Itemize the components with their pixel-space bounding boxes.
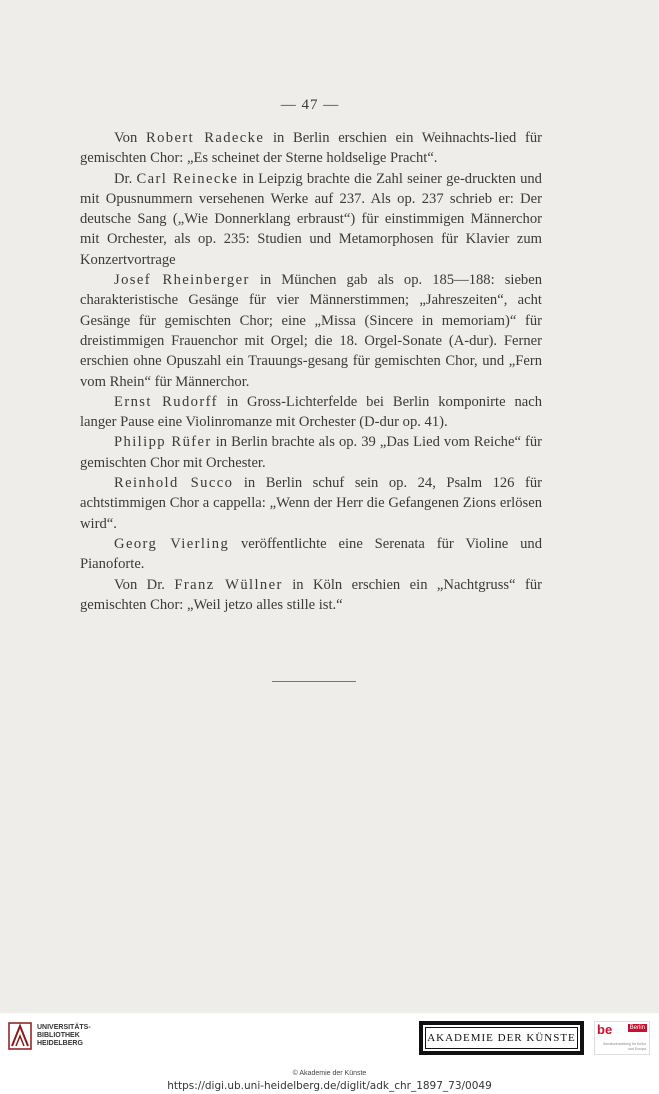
adk-label: AKADEMIE DER KÜNSTE (423, 1025, 580, 1051)
ub-line: HEIDELBERG (37, 1040, 83, 1047)
permalink-url[interactable]: https://digi.ub.uni-heidelberg.de/diglit/adk_chr_1897_73/0049 (167, 1080, 492, 1092)
text-run: in Berlin schuf sein op. 24, Psalm 126 für achtstimmigen Chor a cappella: „Wenn der Herr die Gefangenen Zions erlösen wird“. (80, 475, 542, 532)
copyright-notice: © Akademie der Künste (292, 1070, 367, 1077)
text-run: Dr. (114, 170, 137, 187)
body-text (80, 128, 542, 615)
text-run: in Berlin erschien ein Weihnachts-lied für gemischten Chor: „Es scheinet der Sterne holdselige Pracht“. (80, 130, 542, 167)
paragraph (80, 534, 542, 575)
composer-name: Josef Rheinberger (114, 272, 250, 289)
text-run: in München gab als op. 185—188: sieben charakteristische Gesänge für vier Männerstimmen; „Jahreszeiten“, acht Gesänge für gemischten Chor; eine „Missa (Sincere in memoriam)“ für dreistimmigen Frauenchor mit Orgel; die 18. Orgel-Sonate (A-dur). Ferner erschien ohne Opuszahl ein Trauungs-gesang für gemischten Chor, und „Fern vom Rhein“ für Männerchor. (80, 272, 543, 390)
text-run: Von (114, 130, 146, 146)
university-library-name[interactable] (37, 1024, 91, 1048)
university-library-logo-icon[interactable] (8, 1022, 32, 1050)
paragraph (80, 128, 542, 169)
composer-name: Carl Reinecke (136, 170, 239, 187)
text-run: in Gross-Lichterfelde bei Berlin komponirte nach langer Pause eine Violinromanze mit Orchester (D-dur op. 41). (80, 393, 542, 431)
end-rule (272, 681, 356, 682)
berlin-sub-text: Senatsverwaltung für Kultur und Europa (603, 1042, 646, 1051)
text-run: in Köln erschien ein „Nachtgruss“ für gemischten Chor: „Weil jetzo alles stille ist.“ (80, 576, 542, 613)
composer-name: Georg Vierling (114, 535, 230, 552)
text-run: in Leipzig brachte die Zahl seiner ge-druckten und mit Opusnummern versehenen Werke auf 237. Als op. 237 schrieb er: Der deutsche Sang („Wie Donnerklang erbraust“) für einstimmigen Männerchor mit Orchester, als op. 235: Studien und Metamorphosen für Klavier zum Konzertvortrage (80, 170, 542, 268)
composer-name: Philipp Rüfer (114, 434, 212, 451)
text-run: in Berlin brachte als op. 39 „Das Lied vom Reiche“ für gemischten Chor mit Orchester. (80, 434, 543, 471)
paragraph (80, 270, 542, 392)
paragraph (80, 392, 542, 433)
composer-name: Ernst Rudorff (114, 393, 218, 410)
ub-line: UNIVERSITÄTS- (37, 1024, 91, 1031)
akademie-der-kuenste-logo[interactable] (419, 1021, 584, 1055)
paragraph (80, 575, 542, 616)
composer-name: Reinhold Succo (114, 475, 234, 492)
berlin-senate-logo[interactable] (594, 1021, 650, 1055)
text-run: veröffentlichte eine Serenata für Violine und Pianoforte. (80, 535, 542, 573)
text-run: Von Dr. (114, 576, 175, 593)
composer-name: Franz Wüllner (174, 576, 283, 593)
footer-bar (0, 1013, 659, 1094)
ub-line: BIBLIOTHEK (37, 1032, 80, 1039)
berlin-be-text: be (597, 1022, 613, 1037)
paragraph (80, 473, 542, 534)
paragraph (80, 169, 542, 270)
composer-name: Robert Radecke (145, 130, 265, 146)
berlin-tag: Berlin (629, 1025, 645, 1031)
paragraph (80, 432, 542, 473)
page-number: — 47 — (280, 97, 340, 113)
